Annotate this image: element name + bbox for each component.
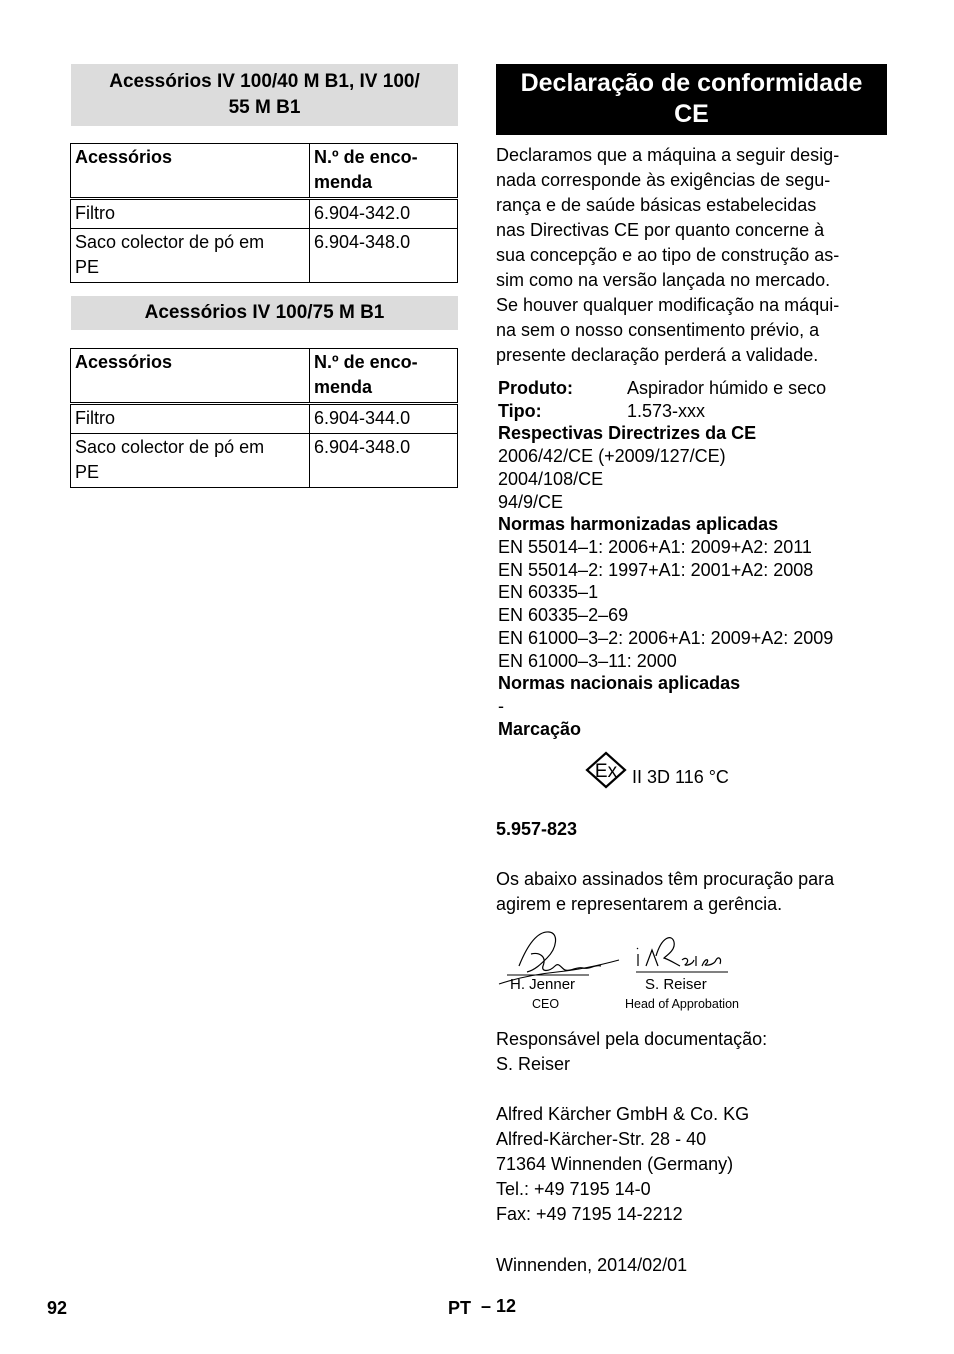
table-row [71, 229, 458, 283]
cell-item-line2: PE [75, 462, 100, 482]
table-header-row [71, 144, 458, 199]
marking-value: II 3D 116 °C [632, 767, 729, 787]
cell-order: 6.904-348.0 [310, 434, 458, 488]
page-number: 92 [47, 1298, 68, 1318]
cell-order: 6.904-342.0 [310, 199, 458, 229]
section-heading-title: Acessórios IV 100/75 M B1 [144, 302, 385, 323]
signature-reiser-icon [632, 930, 732, 976]
col-header-order-line2: menda [314, 377, 373, 397]
table-header-row [71, 349, 458, 404]
tipo-value: 1.573-xxx [627, 401, 706, 421]
table-row [71, 404, 458, 434]
harmonized-item: EN 55014–2: 1997+A1: 2001+A2: 2008 [498, 560, 814, 580]
directive-item: 2004/108/CE [498, 469, 604, 489]
document-number: 5.957-823 [496, 819, 578, 839]
intro-line: na sem o nosso consentimento prévio, a [496, 320, 820, 340]
directives-heading: Respectivas Directrizes da CE [498, 423, 757, 443]
harmonized-heading: Normas harmonizadas aplicadas [498, 514, 779, 534]
section-heading-line2: 55 M B1 [228, 97, 301, 118]
address-line: Tel.: +49 7195 14-0 [496, 1179, 651, 1199]
harmonized-item: EN 61000–3–2: 2006+A1: 2009+A2: 2009 [498, 628, 834, 648]
intro-line: sua concepção e ao tipo de construção as- [496, 245, 840, 265]
marking-heading: Marcação [498, 719, 582, 739]
col-header-order-number [310, 349, 458, 404]
col-header-accessories: Acessórios [71, 144, 310, 199]
ce-heading-line1: Declaração de conformidade [520, 69, 863, 97]
produto-value: Aspirador húmido e seco [627, 378, 827, 398]
signers-intro-line: Os abaixo assinados têm procuração para [496, 869, 835, 889]
responsible-line: S. Reiser [496, 1054, 571, 1074]
national-value: - [498, 696, 504, 716]
language-code: PT [448, 1298, 472, 1318]
table-row [71, 199, 458, 229]
intro-line: presente declaração perderá a validade. [496, 345, 819, 365]
ex-icon-text: Ex [594, 761, 618, 782]
harmonized-item: EN 55014–1: 2006+A1: 2009+A2: 2011 [498, 537, 812, 557]
cell-order: 6.904-348.0 [310, 229, 458, 283]
cell-item [71, 229, 310, 283]
section-heading-line1: Acessórios IV 100/40 M B1, IV 100/ [109, 71, 420, 92]
cell-item-line1: Saco colector de pó em [75, 437, 265, 457]
signers-intro-line: agirem e representarem a gerência. [496, 894, 783, 914]
tipo-label: Tipo: [498, 401, 542, 421]
national-heading: Normas nacionais aplicadas [498, 673, 741, 693]
intro-line: sim como na versão lançada no mercado. [496, 270, 831, 290]
responsible-block [496, 1027, 888, 1077]
place-date: Winnenden, 2014/02/01 [496, 1255, 688, 1275]
harmonized-item: EN 60335–1 [498, 582, 599, 602]
cell-item: Filtro [71, 404, 310, 434]
intro-line: nas Directivas CE por quanto concerne à [496, 220, 825, 240]
col-header-order-line1: N.º de enco- [314, 147, 418, 167]
address-block [496, 1102, 888, 1227]
signer2-name: S. Reiser [645, 976, 707, 993]
address-line: Alfred-Kärcher-Str. 28 - 40 [496, 1129, 707, 1149]
intro-line: nada corresponde às exigências de segu- [496, 170, 831, 190]
intro-line: Declaramos que a máquina a seguir desig- [496, 145, 840, 165]
responsible-line: Responsável pela documentação: [496, 1029, 768, 1049]
produto-label: Produto: [498, 378, 573, 398]
col-header-order-line2: menda [314, 172, 373, 192]
col-header-accessories: Acessórios [71, 349, 310, 404]
cell-item-line1: Saco colector de pó em [75, 232, 265, 252]
cell-item: Filtro [71, 199, 310, 229]
signers-intro [496, 867, 888, 917]
col-header-order-number [310, 144, 458, 199]
signer1-name: H. Jenner [510, 976, 576, 993]
address-line: Fax: +49 7195 14-2212 [496, 1204, 683, 1224]
section-heading-iv100-40 [71, 64, 458, 126]
signer2-role: Head of Approbation [625, 997, 739, 1011]
ce-declaration-heading [496, 64, 887, 135]
declaration-intro [496, 143, 888, 368]
directive-item: 94/9/CE [498, 492, 564, 512]
cell-order: 6.904-344.0 [310, 404, 458, 434]
intro-line: rança e de saúde básicas estabelecidas [496, 195, 817, 215]
harmonized-item: EN 61000–3–11: 2000 [498, 651, 677, 671]
directive-item: 2006/42/CE (+2009/127/CE) [498, 446, 726, 466]
section-heading-iv100-75 [71, 296, 458, 330]
col-header-order-line1: N.º de enco- [314, 352, 418, 372]
accessories-table-2 [70, 348, 458, 488]
cell-item [71, 434, 310, 488]
cell-item-line2: PE [75, 257, 100, 277]
accessories-table-1 [70, 143, 458, 283]
address-line: Alfred Kärcher GmbH & Co. KG [496, 1104, 750, 1124]
intro-line: Se houver qualquer modificação na máqui- [496, 295, 840, 315]
table-row [71, 434, 458, 488]
signer1-role: CEO [532, 997, 560, 1011]
address-line: 71364 Winnenden (Germany) [496, 1154, 734, 1174]
section-page: – 12 [481, 1296, 517, 1316]
ce-heading-line2: CE [674, 100, 709, 128]
ex-explosion-protection-icon [585, 751, 627, 789]
harmonized-item: EN 60335–2–69 [498, 605, 629, 625]
